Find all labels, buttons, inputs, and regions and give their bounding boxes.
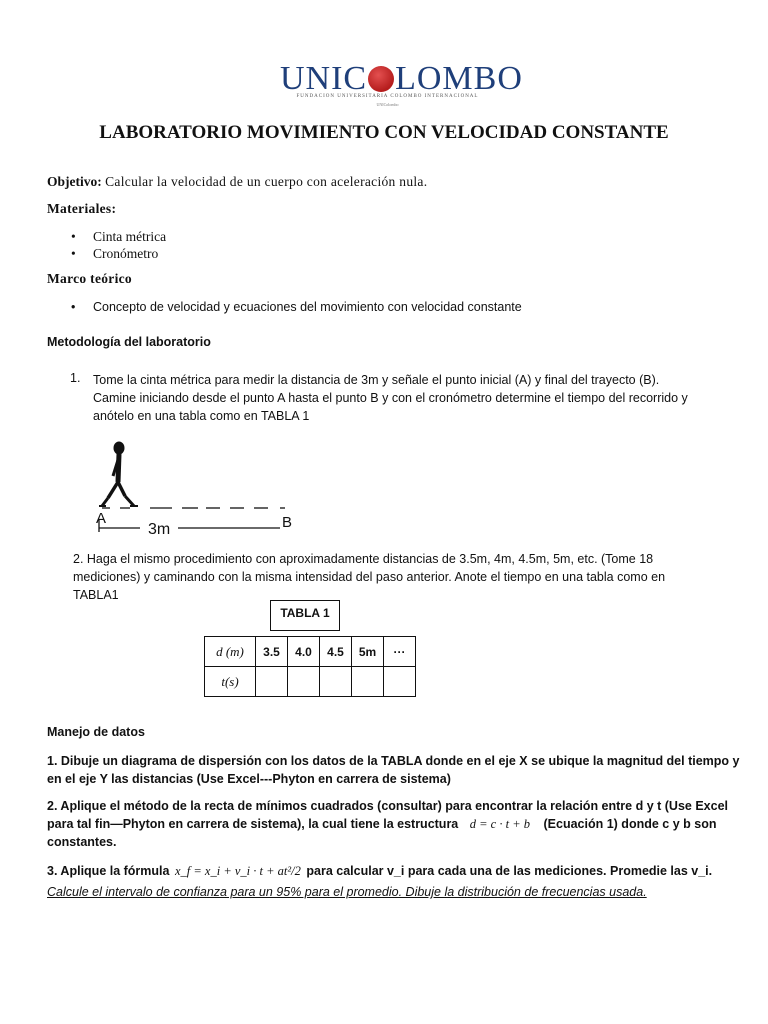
globe-icon <box>368 66 394 92</box>
table-cell[interactable] <box>352 667 384 697</box>
table-cell: 4.0 <box>288 637 320 667</box>
paragraph-text: para tal fin—Phyton en carrera de sistema), la cual tiene la estructura <box>47 817 459 831</box>
paragraph-2 <box>47 797 728 851</box>
step2-line: TABLA1 <box>73 588 119 602</box>
table-cell[interactable] <box>320 667 352 697</box>
paragraph-line: constantes. <box>47 835 117 849</box>
table-caption: TABLA 1 <box>270 600 340 631</box>
point-b-label: B <box>282 514 293 531</box>
logo-tagline: UNIColombo <box>376 102 399 107</box>
table-cell[interactable] <box>384 667 416 697</box>
step1-number: 1. <box>70 371 81 385</box>
step1-text <box>93 371 688 425</box>
walking-diagram <box>90 438 310 538</box>
table-cell: ··· <box>384 637 416 667</box>
logo-text-part1: UNIC <box>280 60 368 97</box>
data-handling-heading: Manejo de datos <box>47 725 145 739</box>
paragraph-line: 2. Aplique el método de la recta de mínimos cuadrados (consultar) para encontrar la relación entre d y t (Use Excel <box>47 799 728 813</box>
university-logo <box>280 60 523 110</box>
step1-line: Tome la cinta métrica para medir la distancia de 3m y señale el punto inicial (A) y final del trayecto (B). <box>93 373 660 387</box>
table-cell: 5m <box>352 637 384 667</box>
table-cell[interactable] <box>288 667 320 697</box>
position-formula: x_f = x_i + v_i · t + at²/2 <box>174 864 301 878</box>
table-row <box>205 667 416 697</box>
table-row <box>205 637 416 667</box>
objective-label: Objetivo: <box>47 174 102 189</box>
paragraph-line <box>47 815 728 833</box>
objective-text: Calcular la velocidad de un cuerpo con aceleración nula. <box>105 174 428 189</box>
paragraph-text: 3. Aplique la fórmula <box>47 864 170 878</box>
methodology-heading: Metodología del laboratorio <box>47 335 211 349</box>
table-cell: 3.5 <box>256 637 288 667</box>
logo-text-part2: LOMBO <box>395 60 523 97</box>
materials-heading: Materiales: <box>47 201 117 216</box>
equation-1: d = c · t + b <box>469 817 531 831</box>
walking-person-icon <box>99 442 138 506</box>
step2-line: mediciones) y caminando con la misma intensidad del paso anterior. Anote el tiempo en una tabla como en <box>73 570 666 584</box>
data-table <box>204 636 416 697</box>
paragraph-text: para calcular v_i para cada una de las mediciones. Promedie las v_i. <box>306 864 713 878</box>
step1-line: anótelo en una tabla como en TABLA 1 <box>93 409 310 423</box>
step1-line: Camine iniciando desde el punto A hasta el punto B y con el cronómetro determine el tiempo del recorrido y <box>93 391 688 405</box>
table-cell: 4.5 <box>320 637 352 667</box>
distance-header-cell: d (m) <box>205 637 256 667</box>
confidence-interval-instruction: Calcule el intervalo de confianza para un 95% para el promedio. Dibuje la distribución de frecuencias usada. <box>47 885 647 899</box>
paragraph-text: (Ecuación 1) donde c y b son <box>543 817 717 831</box>
step2-text <box>73 550 665 604</box>
paragraph-line: en el eje Y las distancias (Use Excel---Phyton en carrera de sistema) <box>47 772 451 786</box>
time-header-cell: t(s) <box>205 667 256 697</box>
step2-line: 2. Haga el mismo procedimiento con aproximadamente distancias de 3.5m, 4m, 4.5m, 5m, etc. (Tome 18 <box>73 552 654 566</box>
theory-item: • Concepto de velocidad y ecuaciones del movimiento con velocidad constante <box>71 300 522 314</box>
objective <box>47 174 427 190</box>
distance-label: 3m <box>148 521 171 538</box>
logo-wordmark <box>280 60 523 98</box>
table-cell[interactable] <box>256 667 288 697</box>
document-title: LABORATORIO MOVIMIENTO CON VELOCIDAD CONSTANTE <box>99 122 669 143</box>
paragraph-line: 1. Dibuje un diagrama de dispersión con los datos de la TABLA donde en el eje X se ubique la magnitud del tiempo y <box>47 754 740 768</box>
paragraph-3 <box>47 864 712 879</box>
logo-subtitle: FUNDACION UNIVERSITARIA COLOMBO INTERNACIONAL <box>296 94 479 99</box>
theory-heading: Marco teórico <box>47 271 132 286</box>
materials-list <box>71 228 166 262</box>
point-a-label: A <box>96 510 107 527</box>
materials-item: • Cinta métrica <box>71 228 166 245</box>
paragraph-1 <box>47 752 739 788</box>
theory-list <box>71 300 522 314</box>
materials-item: • Cronómetro <box>71 245 166 262</box>
